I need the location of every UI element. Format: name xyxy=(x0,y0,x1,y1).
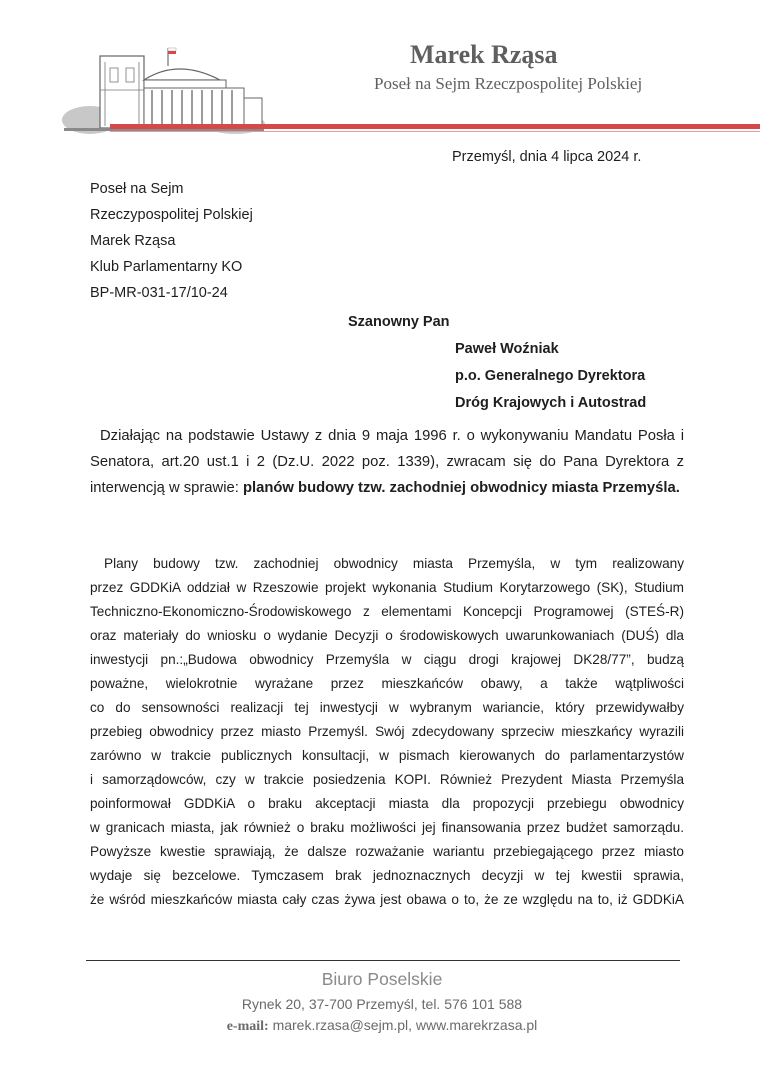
body-line: poinformował GDDKiA o braku akceptacji miasta dla propozycji przebiegu obwodnicy xyxy=(90,796,684,811)
footer-contact xyxy=(0,1017,764,1035)
sender-line: Klub Parlamentarny KO xyxy=(90,259,243,275)
body-line: Techniczno-Ekonomiczno-Środowiskowego z elementami Koncepcji Programowej (STEŚ-R) xyxy=(90,604,684,619)
header-red-rule xyxy=(110,124,760,129)
body-line: poważne, wielokrotnie wyrażane przez mieszkańców obawy, a także wątpliwości xyxy=(90,676,684,691)
email-label: e-mail: xyxy=(226,1019,269,1034)
body-line: przebieg obwodnicy przez miasto Przemyśl. Swój zdecydowany sprzeciw mieszkańcy wyrazili xyxy=(90,724,684,739)
place-date: Przemyśl, dnia 4 lipca 2024 r. xyxy=(452,149,642,165)
footer-title: Biuro Poselskie xyxy=(321,969,443,989)
addressee-line: p.o. Generalnego Dyrektora xyxy=(455,368,646,384)
sender-line: Rzeczypospolitej Polskiej xyxy=(90,207,253,223)
intro-paragraph xyxy=(90,423,684,501)
addressee-line: Paweł Woźniak xyxy=(455,341,559,357)
body-line: Plany budowy tzw. zachodniej obwodnicy miasta Przemyśla, w tym realizowany xyxy=(104,556,684,571)
body-line: przez GDDKiA oddział w Rzeszowie projekt wykonania Studium Korytarzowego (SK), Studium xyxy=(90,580,684,595)
body-line: Powyższe kwestie sprawiają, że dalsze rozważanie wariantu przebiegającego przez miasto xyxy=(90,844,684,859)
sender-reference: BP-MR-031-17/10-24 xyxy=(90,285,228,301)
body-line: zarówno w trakcie publicznych konsultacji, w pismach kierowanych do parlamentarzystów xyxy=(90,748,684,763)
addressee-line: Dróg Krajowych i Autostrad xyxy=(455,395,647,411)
body-line: wydaje się bezcelowe. Tymczasem brak jednoznacznych decyzji w tej kwestii sprawia, xyxy=(90,868,684,883)
salutation: Szanowny Pan xyxy=(348,314,450,330)
intro-text: Działając na podstawie Ustawy z dnia 9 maja 1996 r. o wykonywaniu Mandatu Posła i Senatora, art.20 ust.1 i 2 (Dz.U. 2022 poz. 1339), zwracam się do Pana Dyrektora z interwencją w sprawie: xyxy=(90,428,684,496)
email-and-website: marek.rzasa@sejm.pl, www.marekrzasa.pl xyxy=(272,1017,538,1033)
body-line: i samorządowców, czy w trakcie posiedzenia KOPI. Również Prezydent Miasta Przemyśla xyxy=(90,772,684,787)
sender-line: Poseł na Sejm xyxy=(90,181,184,197)
body-line: co do sensowności realizacji tej inwestycji w wybranym wariancie, który przewidywałby xyxy=(90,700,684,715)
sender-line: Marek Rząsa xyxy=(90,233,176,249)
body-line: w granicach miasta, jak również o braku możliwości jej finansowania przez budżet samorządu. xyxy=(90,820,684,835)
header-thin-rule xyxy=(110,131,760,132)
intro-subject: planów budowy tzw. zachodniej obwodnicy miasta Przemyśla. xyxy=(242,480,680,496)
body-line: że wśród mieszkańców miasta cały czas żywa jest obawa o to, że ze względu na to, iż GDDKiA xyxy=(90,892,684,907)
footer-rule xyxy=(86,960,680,961)
letterhead-subtitle: Poseł na Sejm Rzeczpospolitej Polskiej xyxy=(374,74,643,93)
body-line: oraz materiały do wniosku o wydanie Decyzji o środowiskowych uwarunkowaniach (DUŚ) dla xyxy=(90,628,684,643)
body-line: inwestycji pn.:„Budowa obwodnicy Przemyśla w ciągu drogi krajowej DK28/77”, budzą xyxy=(90,652,684,667)
footer-address: Rynek 20, 37-700 Przemyśl, tel. 576 101 588 xyxy=(241,996,523,1012)
letterhead-name: Marek Rząsa xyxy=(410,40,558,69)
